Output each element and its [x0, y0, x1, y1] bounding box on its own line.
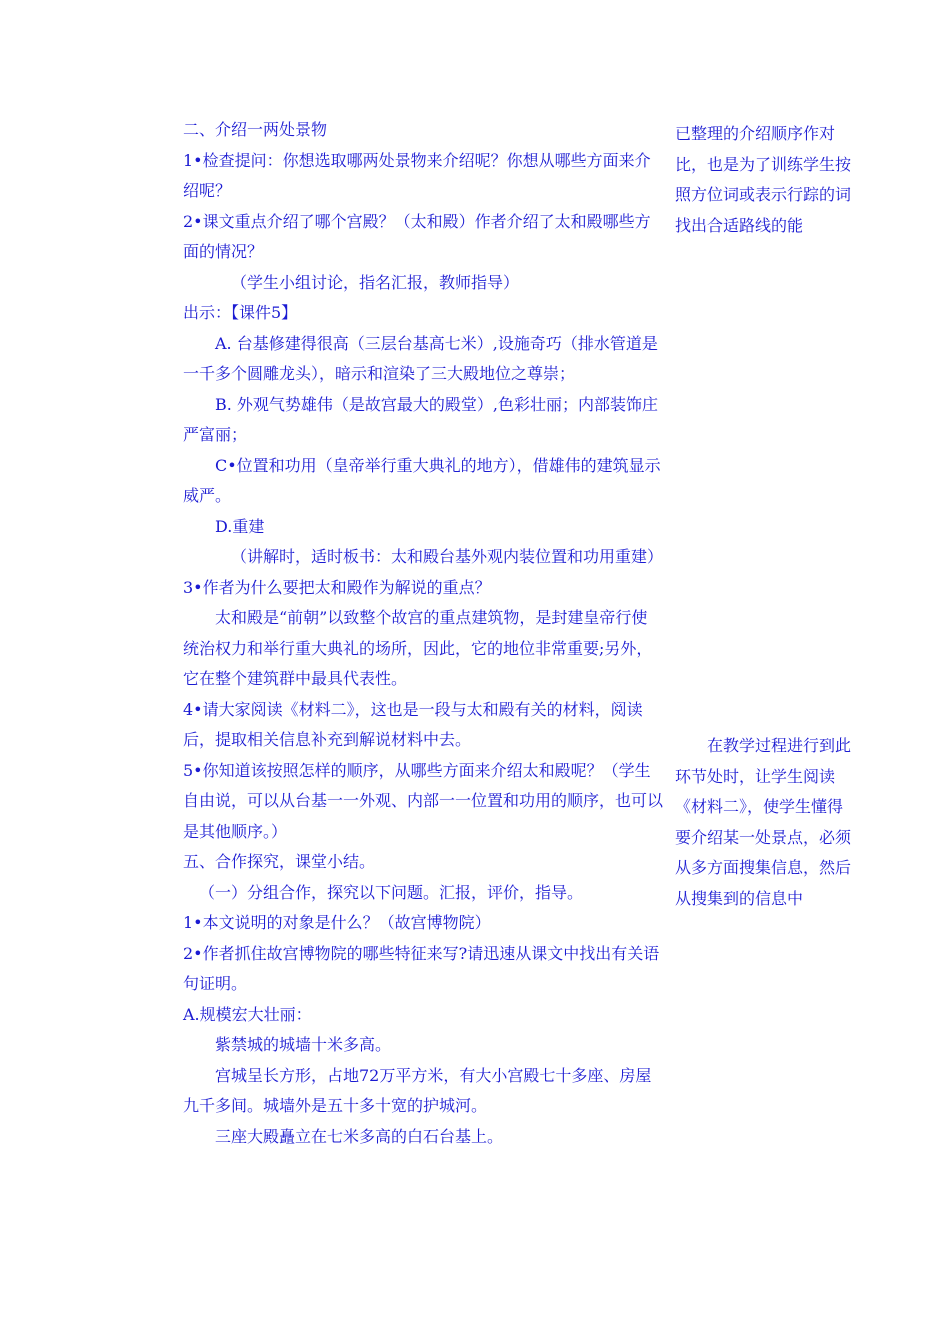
paragraph: 三座大殿矗立在七米多高的白石台基上。	[215, 1126, 504, 1146]
section-heading: 五、合作探究，课堂小结。	[183, 852, 376, 871]
paragraph: 2•作者抓住故宫博物院的哪些特征来写?请迅速从课文中找出有关语句证明。	[183, 943, 660, 993]
paragraph: C•位置和功用（皇帝举行重大典礼的地方），借雄伟的建筑显示威严。	[183, 455, 661, 505]
paragraph: （一）分组合作，探究以下问题。汇报，评价，指导。	[199, 882, 584, 902]
paragraph: B. 外观气势雄伟（是故宫最大的殿堂）,色彩壮丽；内部装饰庄严富丽；	[183, 394, 659, 444]
side-note-text: 已整理的介绍顺序作对比，也是为了训练学生按照方位词或表示行踪的词找出合适路线的能	[675, 124, 852, 235]
side-note-text: 《材料二》，使学生懂得要介绍某一处景点，必须从多方面搜集信息，然后从搜集到的信息中	[675, 797, 852, 908]
paragraph: 4•请大家阅读《材料二》，这也是一段与太和殿有关的材料，阅读后，提取相关信息补充到解说材料中去。	[183, 699, 643, 749]
paragraph: （学生小组讨论，指名汇报，教师指导）	[231, 272, 520, 292]
paragraph: （讲解时，适时板书：太和殿台基外观内装位置和功用重建）	[231, 547, 664, 566]
paragraph: 1•检查提问：你想选取哪两处景物来介绍呢？你想从哪些方面来介绍呢？	[183, 150, 651, 200]
side-note-top	[675, 119, 853, 241]
paragraph: 紫禁城的城墙十米多高。	[215, 1035, 392, 1054]
paragraph: 5•你知道该按照怎样的顺序，从哪些方面来介绍太和殿呢？（学生自由说，可以从台基一一外观、内部一一位置和功用的顺序，也可以是其他顺序。）	[183, 760, 664, 841]
paragraph: 2•课文重点介绍了哪个宫殿？（太和殿）作者介绍了太和殿哪些方面的情况？	[183, 211, 651, 261]
side-note-text: 在教学过程进行到此环节处时，让学生阅读	[675, 736, 852, 786]
paragraph: D.重建	[215, 516, 265, 536]
paragraph: 宫城呈长方形，占地72万平方米，有大小宫殿七十多座、房屋九千多间。城墙外是五十多十宽的护城河。	[183, 1065, 652, 1115]
lesson-main-text	[183, 115, 663, 1152]
paragraph: 太和殿是“前朝”以致整个故宫的重点建筑物，是封建皇帝行使统治权力和举行重大典礼的场所，因此，它的地位非常重要;另外，它在整个建筑群中最具代表性。	[183, 608, 653, 688]
section-heading: 二、介绍一两处景物	[183, 120, 328, 139]
paragraph: A.规模宏大壮丽：	[183, 1004, 312, 1024]
paragraph: 出示：【课件5】	[183, 303, 298, 322]
side-note-bottom	[675, 731, 853, 914]
paragraph: 3•作者为什么要把太和殿作为解说的重点？	[183, 577, 491, 597]
paragraph: A. 台基修建得很高（三层台基高七米）,设施奇巧（排水管道是一千多个圆雕龙头），暗示和渲染了三大殿地位之尊崇；	[183, 333, 658, 383]
paragraph: 1•本文说明的对象是什么？（故宫博物院）	[183, 913, 491, 932]
